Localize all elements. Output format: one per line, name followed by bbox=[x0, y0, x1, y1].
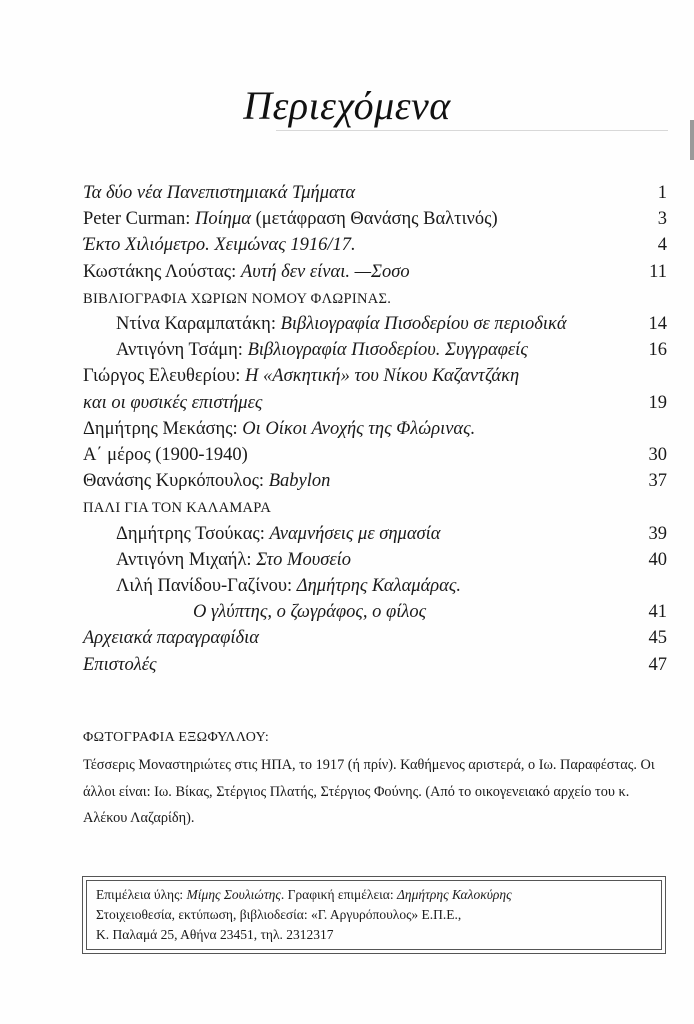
toc-entry-text: Peter Curman: bbox=[83, 209, 196, 230]
toc-entry-text: Έκτο Χιλιόμετρο. Χειμώνας 1916/17. bbox=[83, 235, 356, 256]
toc-entry-text: Αρχειακά παραγραφίδια bbox=[83, 628, 259, 649]
toc-entry-text: Θανάσης Κυρκόπουλος: bbox=[83, 471, 269, 492]
toc-entry-text: Α΄ μέρος (1900-1940) bbox=[83, 445, 248, 465]
toc-entry-text: Αντιγόνη Τσάμη: bbox=[116, 340, 248, 361]
toc-entry-text: Αναμνήσεις με σημασία bbox=[269, 523, 441, 544]
toc-entry-text: Δημήτρης Μεκάσης: bbox=[83, 418, 243, 439]
title-rule bbox=[276, 130, 668, 131]
toc-entry-text: Αυτή δεν είναι. —Σοσο bbox=[240, 261, 410, 282]
toc-entry-text: Ο γλύπτης, ο ζωγράφος, ο φίλος bbox=[193, 602, 427, 623]
credits-text-part: Δημήτρης Καλοκύρης bbox=[396, 887, 512, 902]
toc-entry bbox=[83, 232, 667, 258]
toc-page-number: 37 bbox=[648, 471, 667, 492]
credits-line-address: Κ. Παλαμά 25, Αθήνα 23451, τηλ. 2312317 bbox=[96, 927, 334, 942]
toc-entry-text: Γιώργος Ελευθερίου: bbox=[83, 366, 246, 387]
toc-entry-text: Δημήτρης Τσούκας: bbox=[116, 523, 270, 544]
credits-box bbox=[82, 876, 666, 954]
toc-entry-text: ΒΙΒΛΙΟΓΡΑΦΙΑ ΧΩΡΙΩΝ ΝΟΜΟΥ ΦΛΩΡΙΝΑΣ. bbox=[83, 290, 392, 307]
toc-page-number: 41 bbox=[648, 602, 667, 623]
toc-entry-text: Babylon bbox=[268, 471, 331, 492]
toc-page-number: 47 bbox=[648, 654, 667, 675]
toc-entry bbox=[116, 573, 667, 599]
toc-entry-text: Στο Μουσείο bbox=[256, 549, 351, 570]
toc-page-number: 19 bbox=[648, 392, 667, 413]
toc-page-number: 14 bbox=[648, 314, 667, 334]
toc-entry bbox=[83, 180, 667, 206]
toc-entry-text: Λιλή Πανίδου-Γαζίνου: bbox=[116, 576, 297, 596]
credits-text-part: Επιμέλεια ύλης: bbox=[96, 887, 187, 902]
toc-entry bbox=[83, 625, 667, 651]
toc-entry bbox=[83, 442, 667, 468]
toc-entry-text: Βιβλιογραφία Πισοδερίου σε περιοδικά bbox=[280, 314, 567, 334]
toc-entry-text: Ντίνα Καραμπατάκη: bbox=[116, 314, 281, 334]
toc-entry-text: Οι Οίκοι Ανοχής της Φλώρινας. bbox=[242, 418, 476, 439]
toc-entry bbox=[116, 521, 667, 547]
toc-entry bbox=[83, 652, 667, 678]
toc-entry-text: Επιστολές bbox=[83, 654, 157, 675]
toc-entry bbox=[83, 259, 667, 285]
toc-entry bbox=[83, 206, 667, 232]
toc-entry-text: Ποίημα bbox=[195, 209, 251, 230]
cover-photo-heading: ΦΩΤΟΓΡΑΦΙΑ ΕΞΩΦΥΛΛΟΥ: bbox=[83, 730, 270, 745]
credits-line-printing: Στοιχειοθεσία, εκτύπωση, βιβλιοδεσία: «Γ. Αργυρόπουλος» Ε.Π.Ε., bbox=[96, 907, 462, 922]
toc-entry bbox=[83, 468, 667, 494]
toc-page-number: 4 bbox=[657, 235, 667, 256]
credits-text bbox=[96, 885, 512, 945]
toc-entry-text: (μετάφραση Θανάσης Βαλτινός) bbox=[250, 209, 498, 230]
toc-entry bbox=[83, 390, 667, 416]
toc-entry bbox=[83, 285, 667, 311]
toc-page-number: 40 bbox=[648, 549, 667, 570]
toc-page-number: 11 bbox=[649, 261, 667, 282]
credits-text-part: Μίμης Σουλιώτης bbox=[186, 887, 281, 902]
toc-entry bbox=[83, 494, 667, 520]
toc-entry-text: ΠΑΛΙ ΓΙΑ ΤΟΝ ΚΑΛΑΜΑΡΑ bbox=[83, 500, 272, 517]
toc-page-number: 39 bbox=[648, 523, 667, 544]
credits-text-part: . Γραφική επιμέλεια: bbox=[280, 887, 397, 902]
toc-entry-text: και οι φυσικές επιστήμες bbox=[83, 392, 263, 413]
toc-entry-text: Αντιγόνη Μιχαήλ: bbox=[116, 549, 257, 570]
toc-entry bbox=[116, 337, 667, 363]
cover-photo-caption: Τέσσερις Μοναστηριώτες στις ΗΠΑ, το 1917 (ή πρίν). Καθήμενος αριστερά, ο Ιω. Παραφέστας. Οι άλλοι είναι: Ιω. Βίκας, Στέργιος Πλατής, Στέργιος Φούνης. (Από το οικογενειακό αρχείο του κ. Αλέκου Λαζαρίδη). bbox=[83, 757, 655, 826]
toc-entry-text: Βιβλιογραφία Πισοδερίου. Συγγραφείς bbox=[247, 340, 528, 361]
toc-entry bbox=[193, 599, 667, 625]
toc-entry bbox=[83, 416, 667, 442]
toc-entry bbox=[116, 547, 667, 573]
toc-entry-text: Κωστάκης Λούστας: bbox=[83, 261, 241, 282]
toc-page-number: 16 bbox=[648, 340, 667, 361]
toc-entry bbox=[83, 363, 667, 389]
toc-page-number: 45 bbox=[648, 628, 667, 649]
toc-entry-text: Η «Ασκητική» του Νίκου Καζαντζάκη bbox=[245, 366, 520, 387]
credits-line-editors bbox=[96, 885, 512, 905]
toc-page-number: 1 bbox=[657, 183, 667, 203]
page-title: Περιεχόμενα bbox=[243, 83, 451, 128]
toc-entry-text: Τα δύο νέα Πανεπιστημιακά Τμήματα bbox=[83, 183, 356, 203]
toc-page-number: 3 bbox=[657, 209, 667, 230]
toc-entry bbox=[116, 311, 667, 337]
toc-entry-text: Δημήτρης Καλαμάρας. bbox=[296, 576, 462, 596]
toc-page-number: 30 bbox=[648, 445, 667, 465]
